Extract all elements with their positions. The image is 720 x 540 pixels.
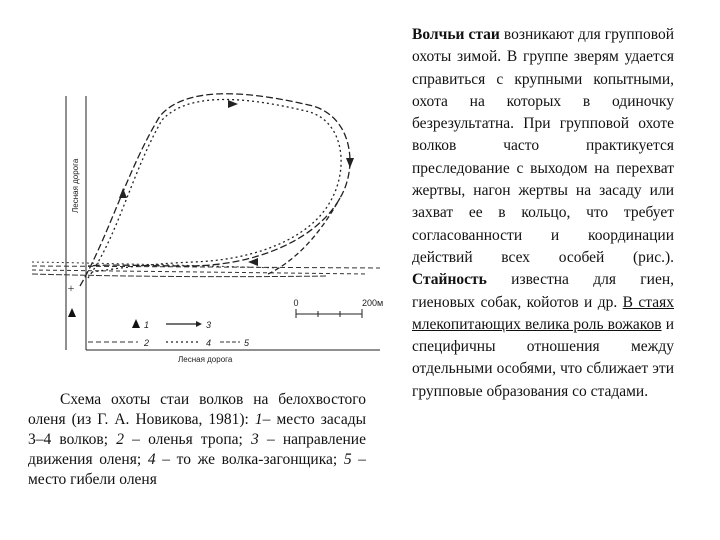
caption-n1: 1	[254, 411, 263, 428]
vertical-road	[66, 96, 380, 350]
legend-label-2: 2	[144, 338, 150, 348]
caption-n3: 3	[251, 431, 259, 448]
deer-trail	[32, 262, 380, 277]
body-text	[412, 24, 674, 403]
term-wolf-packs: Волчьи стаи	[412, 26, 500, 43]
wolf-hunt-diagram	[28, 88, 390, 388]
scale-bar	[296, 309, 362, 318]
hunt-loop	[80, 94, 350, 286]
caption-title: Схема охоты стаи волков на белохвостого оленя (из Г. А. Новикова, 1981):	[28, 391, 366, 428]
ambush-site-marker	[68, 308, 76, 317]
legend-label-4: 4	[206, 338, 212, 348]
horizontal-road-label: Лесная дорога	[178, 355, 233, 364]
vertical-road-label: Лесная дорога	[71, 158, 80, 213]
caption-n5: 5	[343, 451, 352, 468]
caption-n2: 2	[116, 431, 124, 448]
scale-zero: 0	[293, 298, 299, 308]
caption-t2: – оленья тропа;	[123, 431, 252, 448]
caption-t3: – направление движения оленя;	[28, 431, 366, 468]
caption-t5: – место гибели оленя	[28, 451, 367, 488]
legend-label-3: 3	[206, 320, 212, 330]
kill-site-marker: +	[67, 281, 75, 295]
legend-label-5: 5	[244, 338, 250, 348]
underlined-leaders-statement: В стаях млекопитающих велика роль вожаков	[412, 293, 674, 333]
paragraph-part-1: возникают для групповой охоты зимой. В группе зверям удается справиться с крупными копытными, охота на которых в одиночку безрезультатна. При групповой охоте волков часто практикуется преследование с выходом на перехват жертвы, нагон жертвы на засаду или захват ее в кольцо, что требует согласованности и координации действий всех особей (рис.).	[412, 26, 674, 266]
term-gregariousness: Стайность	[412, 271, 487, 289]
scale-end: 200м	[362, 298, 384, 308]
caption-n4: 4	[147, 451, 156, 468]
caption-t1: – место засады 3–4 волков;	[28, 411, 366, 448]
direction-arrows	[119, 100, 354, 266]
paragraph-part-2: известна для гиен, гиеновых собак, койотов и др.	[412, 271, 674, 311]
legend-label-1: 1	[144, 320, 150, 330]
paragraph-part-3: и специфичны отношения между отдельными особями, что сближает эти групповые образования со стадами.	[412, 315, 674, 400]
legend-swatch-1	[132, 319, 140, 328]
caption-t4: – то же волка-загонщика;	[155, 451, 344, 468]
legend	[88, 319, 250, 348]
figure-caption	[28, 390, 366, 490]
